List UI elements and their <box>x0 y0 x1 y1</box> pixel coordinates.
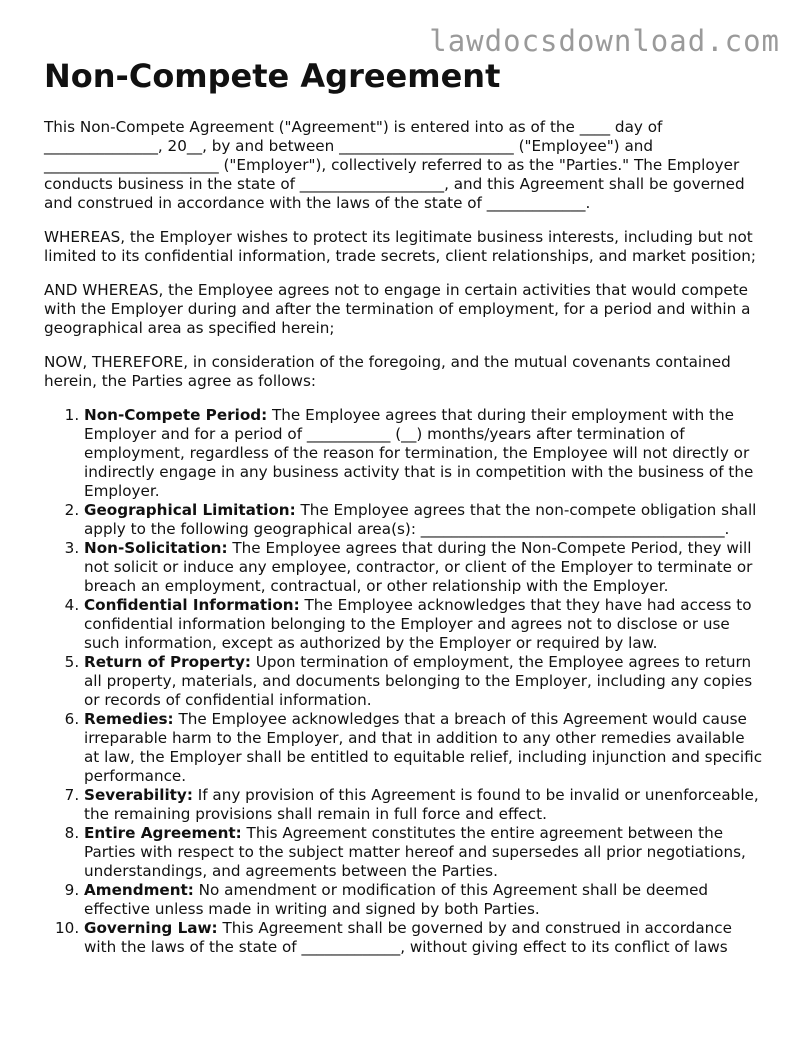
watermark: lawdocsdownload.com <box>429 24 780 58</box>
clause-text: The Employee agrees that the non-compete obligation shall apply to the following geographical area(s): ________________________________________. <box>84 501 757 538</box>
clause-item <box>84 653 764 710</box>
clause-item <box>84 710 764 786</box>
clause-item <box>84 539 764 596</box>
clause-heading: Severability: <box>84 786 193 804</box>
clause-heading: Non-Solicitation: <box>84 539 228 557</box>
clause-heading: Amendment: <box>84 881 194 899</box>
document-page <box>44 56 764 957</box>
clause-text: This Agreement shall be governed by and construed in accordance with the laws of the state of _____________, without giving effect to its conflict of laws <box>84 919 732 956</box>
clause-heading: Governing Law: <box>84 919 218 937</box>
clause-text: This Agreement constitutes the entire agreement between the Parties with respect to the subject matter hereof and supersedes all prior negotiations, understandings, and agreements between the Parties. <box>84 824 746 880</box>
clause-list <box>44 406 764 957</box>
intro-paragraph: This Non-Compete Agreement ("Agreement") is entered into as of the ____ day of _______________, 20__, by and between _______________________ ("Employee") and _______________________ ("Employer"), collectively referred to as the "Parties." The Employer conducts business in the state of ___________________, and this Agreement shall be governed and construed in accordance with the laws of the state of _____________. <box>44 118 745 212</box>
clause-heading: Geographical Limitation: <box>84 501 296 519</box>
clause-heading: Remedies: <box>84 710 174 728</box>
clause-text: The Employee agrees that during the Non-Compete Period, they will not solicit or induce any employee, contractor, or client of the Employer to terminate or breach an employment, contractual, or other relationship with the Employer. <box>84 539 753 595</box>
clause-item <box>84 596 764 653</box>
document-title: Non-Compete Agreement <box>44 57 501 95</box>
clause-item <box>84 919 764 957</box>
whereas-paragraph: WHEREAS, the Employer wishes to protect its legitimate business interests, including but not limited to its confidential information, trade secrets, client relationships, and market position; <box>44 228 756 265</box>
now-therefore-paragraph: NOW, THEREFORE, in consideration of the foregoing, and the mutual covenants contained herein, the Parties agree as follows: <box>44 353 731 390</box>
clause-text: Upon termination of employment, the Employee agrees to return all property, materials, and documents belonging to the Employer, including any copies or records of confidential information. <box>84 653 753 709</box>
clause-item <box>84 786 764 824</box>
clause-text: The Employee acknowledges that a breach of this Agreement would cause irreparable harm to the Employer, and that in addition to any other remedies available at law, the Employer shall be entitled to equitable relief, including injunction and specific performance. <box>84 710 763 785</box>
clause-item <box>84 406 764 501</box>
clause-heading: Confidential Information: <box>84 596 300 614</box>
clause-text: If any provision of this Agreement is found to be invalid or unenforceable, the remaining provisions shall remain in full force and effect. <box>84 786 759 823</box>
clause-text: No amendment or modification of this Agreement shall be deemed effective unless made in writing and signed by both Parties. <box>84 881 709 918</box>
clause-text: The Employee acknowledges that they have had access to confidential information belonging to the Employer and agrees not to disclose or use such information, except as authorized by the Employer or required by law. <box>84 596 752 652</box>
clause-item <box>84 501 764 539</box>
clause-text: The Employee agrees that during their employment with the Employer and for a period of ___________ (__) months/years after termination of employment, regardless of the reason for termination, the Employee will not directly or indirectly engage in any business activity that is in competition with the business of the Employer. <box>84 406 754 500</box>
clause-heading: Return of Property: <box>84 653 251 671</box>
clause-heading: Non-Compete Period: <box>84 406 268 424</box>
and-whereas-paragraph: AND WHEREAS, the Employee agrees not to engage in certain activities that would compete with the Employer during and after the termination of employment, for a period and within a geographical area as specified herein; <box>44 281 751 337</box>
clause-item <box>84 824 764 881</box>
clause-item <box>84 881 764 919</box>
clause-heading: Entire Agreement: <box>84 824 242 842</box>
